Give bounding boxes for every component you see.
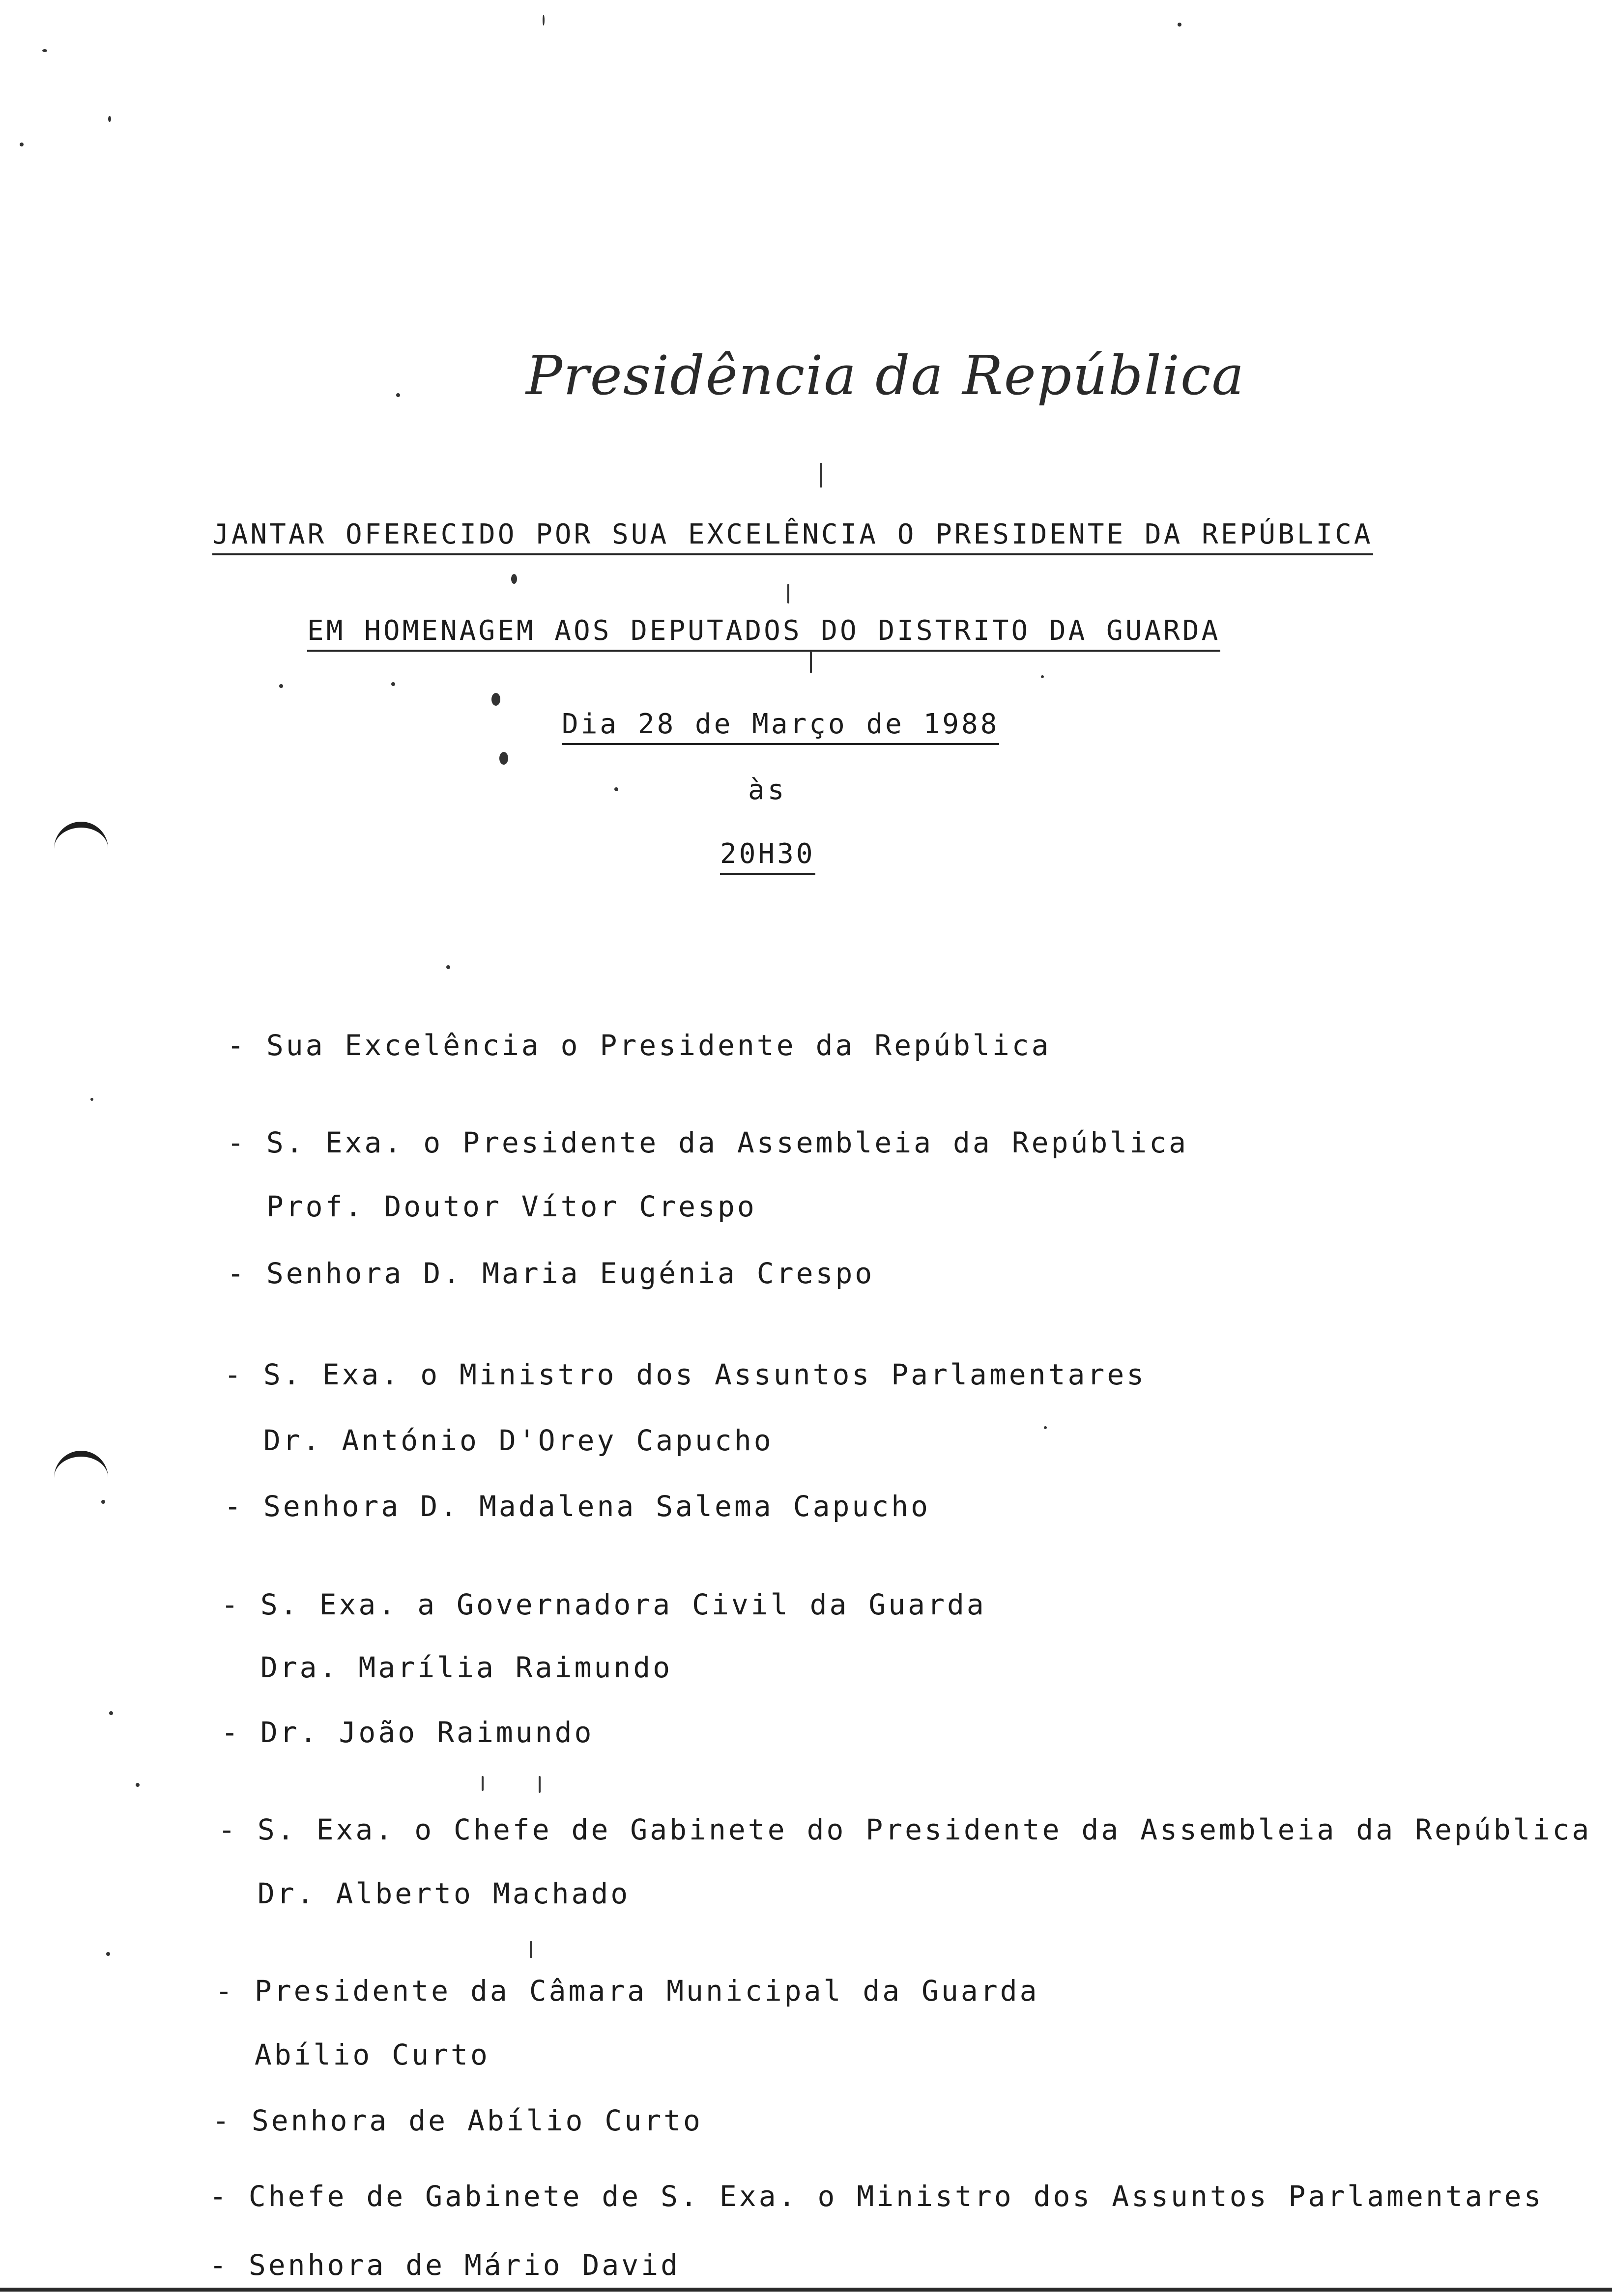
guest-line: - Sua Excelência o Presidente da República	[227, 1029, 1051, 1062]
guest-line: - S. Exa. o Presidente da Assembleia da República	[227, 1126, 1189, 1159]
scan-speck	[499, 752, 508, 765]
scan-speck	[787, 584, 789, 603]
guest-line: Dr. Alberto Machado	[218, 1877, 631, 1910]
scan-speck	[511, 574, 517, 584]
punch-hole-mark	[54, 822, 108, 857]
scan-speck	[1041, 675, 1044, 678]
guest-line: Prof. Doutor Vítor Crespo	[227, 1190, 757, 1223]
scan-speck	[106, 1952, 110, 1956]
letterhead-script: Presidência da República	[526, 344, 1245, 407]
scan-speck	[20, 143, 24, 146]
guest-line: - Senhora de Mário David	[209, 2248, 681, 2282]
scan-speck	[1044, 1426, 1047, 1429]
scan-speck	[491, 693, 500, 706]
scan-speck	[101, 1500, 105, 1504]
scan-speck	[90, 1098, 93, 1101]
guest-line: - Senhora D. Maria Eugénia Crespo	[227, 1257, 875, 1290]
title-line-2: EM HOMENAGEM AOS DEPUTADOS DO DISTRITO DA GUARDA	[307, 617, 1220, 652]
scan-speck	[396, 393, 400, 397]
scan-speck	[279, 684, 283, 688]
guest-line: Dra. Marília Raimundo	[221, 1651, 673, 1684]
guest-line: Dr. António D'Orey Capucho	[224, 1424, 774, 1457]
scan-speck	[42, 49, 47, 52]
scan-speck	[446, 965, 450, 969]
scan-speck	[108, 116, 111, 122]
scan-speck	[810, 652, 812, 673]
scan-bottom-edge	[0, 2288, 1612, 2292]
title-line-1: JANTAR OFERECIDO POR SUA EXCELÊNCIA O PRESIDENTE DA REPÚBLICA	[212, 521, 1373, 555]
guest-line: - S. Exa. o Ministro dos Assuntos Parlamentares	[224, 1358, 1147, 1391]
event-time: 20H30	[720, 840, 815, 875]
guest-line: - S. Exa. a Governadora Civil da Guarda	[221, 1588, 986, 1621]
guest-line: - Chefe de Gabinete de S. Exa. o Ministro dos Assuntos Parlamentares	[209, 2180, 1544, 2213]
guest-line: - Presidente da Câmara Municipal da Guarda	[215, 1974, 1039, 2008]
scan-speck	[820, 463, 822, 488]
guest-line: - S. Exa. o Chefe de Gabinete do Presidente da Assembleia da República	[218, 1813, 1592, 1846]
guest-line: - Dr. João Raimundo	[221, 1716, 594, 1749]
scan-speck	[136, 1783, 140, 1787]
scan-speck	[530, 1941, 532, 1958]
guest-line: - Senhora D. Madalena Salema Capucho	[224, 1490, 931, 1523]
guest-line: - Senhora de Abílio Curto	[212, 2104, 703, 2137]
scan-speck	[391, 682, 395, 686]
scan-speck	[539, 1776, 541, 1793]
as-connector: às	[748, 774, 787, 806]
punch-hole-mark	[54, 1451, 108, 1486]
scan-speck	[543, 15, 545, 26]
scan-speck	[614, 787, 618, 791]
scan-speck	[1178, 23, 1181, 27]
event-date: Dia 28 de Março de 1988	[562, 711, 999, 745]
scan-speck	[482, 1776, 484, 1791]
guest-line: Abílio Curto	[215, 2038, 490, 2071]
scan-speck	[109, 1711, 113, 1715]
